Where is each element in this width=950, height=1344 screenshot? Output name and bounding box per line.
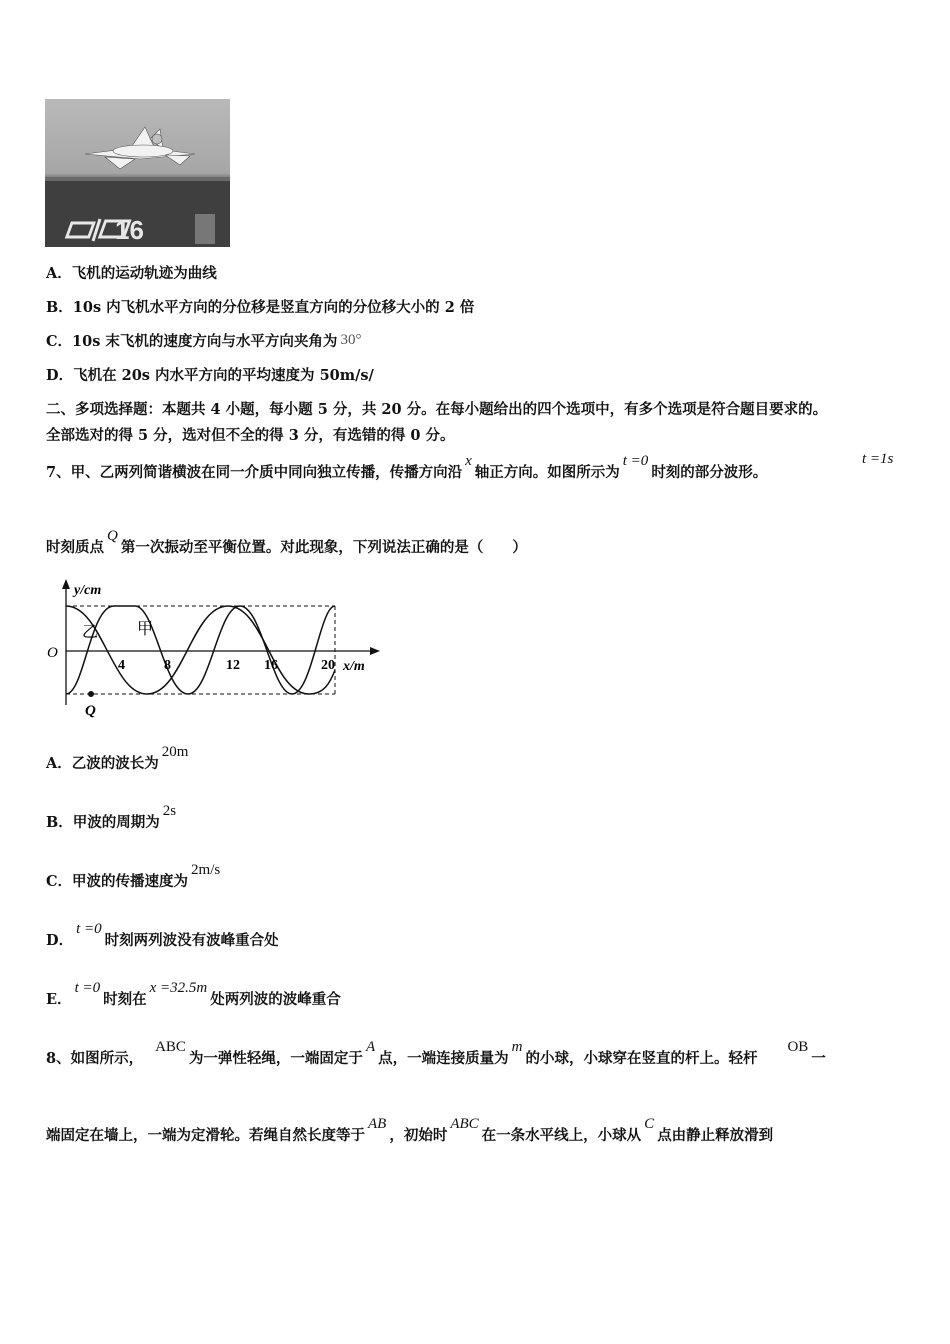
- deck-number: 16: [115, 215, 144, 245]
- q7-option-a: A．乙波的波长为20m: [46, 744, 189, 772]
- tick-8: 8: [164, 658, 171, 673]
- y-axis-label: y/cm: [74, 583, 102, 598]
- jet-illustration: [45, 99, 230, 247]
- tick-20: 20: [321, 658, 335, 673]
- q7-math-t1: t =1s: [862, 451, 894, 467]
- q6-option-d: D．飞机在 20s 内水平方向的平均速度为 50m/s/: [46, 367, 374, 384]
- x-axis-label: x/m: [343, 659, 365, 674]
- jet-photo: [45, 99, 230, 247]
- section2-line1: 二、多项选择题：本题共 4 小题，每小题 5 分，共 20 分。在每小题给出的四个选项中，有多个选项是符合题目要求的。: [46, 401, 828, 418]
- x-axis-arrow: [370, 647, 380, 655]
- q7-option-c: C．甲波的传播速度为2m/s: [46, 862, 221, 890]
- point-q-marker: [88, 691, 94, 697]
- tick-12: 12: [226, 658, 240, 673]
- point-q-label: Q: [85, 703, 96, 719]
- q7-stem-line1: 7、甲、乙两列简谐横波在同一介质中同向独立传播，传播方向沿x轴正方向。如图所示为t =0时刻的部分波形。: [46, 453, 768, 481]
- y-axis-arrow: [62, 579, 70, 589]
- wave-figure: [40, 575, 390, 725]
- wave-yi-label: 乙: [82, 622, 99, 641]
- q8-line1: 8、如图所示，ABC为一弹性轻绳，一端固定于A点，一端连接质量为m的小球，小球穿在竖直的杆上。轻杆OB一: [46, 1039, 826, 1067]
- section2-line2: 全部选对的得 5 分，选对但不全的得 3 分，有选错的得 0 分。: [46, 427, 455, 444]
- q7-option-e: E．t =0时刻在x =32.5m处两列波的波峰重合: [46, 980, 341, 1008]
- tick-16: 16: [264, 658, 278, 673]
- q7-stem-line2: 时刻质点Q第一次振动至平衡位置。对此现象，下列说法正确的是（ ）: [46, 528, 527, 556]
- q7-option-d: D．t =0时刻两列波没有波峰重合处: [46, 921, 279, 949]
- tick-4: 4: [118, 658, 125, 673]
- q6-option-a: A．飞机的运动轨迹为曲线: [46, 265, 217, 282]
- wave-jia-label: 甲: [137, 619, 154, 638]
- origin-label: O: [47, 645, 58, 661]
- q8-line2: 端固定在墙上，一端为定滑轮。若绳自然长度等于AB，初始时ABC在一条水平线上，小球从C点由静止释放滑到: [46, 1116, 774, 1144]
- q6-option-c: C．10s 末飞机的速度方向与水平方向夹角为 30°: [46, 332, 362, 350]
- q7-option-b: B．甲波的周期为2s: [46, 803, 177, 831]
- q6-option-b: B．10s 内飞机水平方向的分位移是竖直方向的分位移大小的 2 倍: [46, 299, 475, 316]
- wave-yi: [66, 606, 335, 694]
